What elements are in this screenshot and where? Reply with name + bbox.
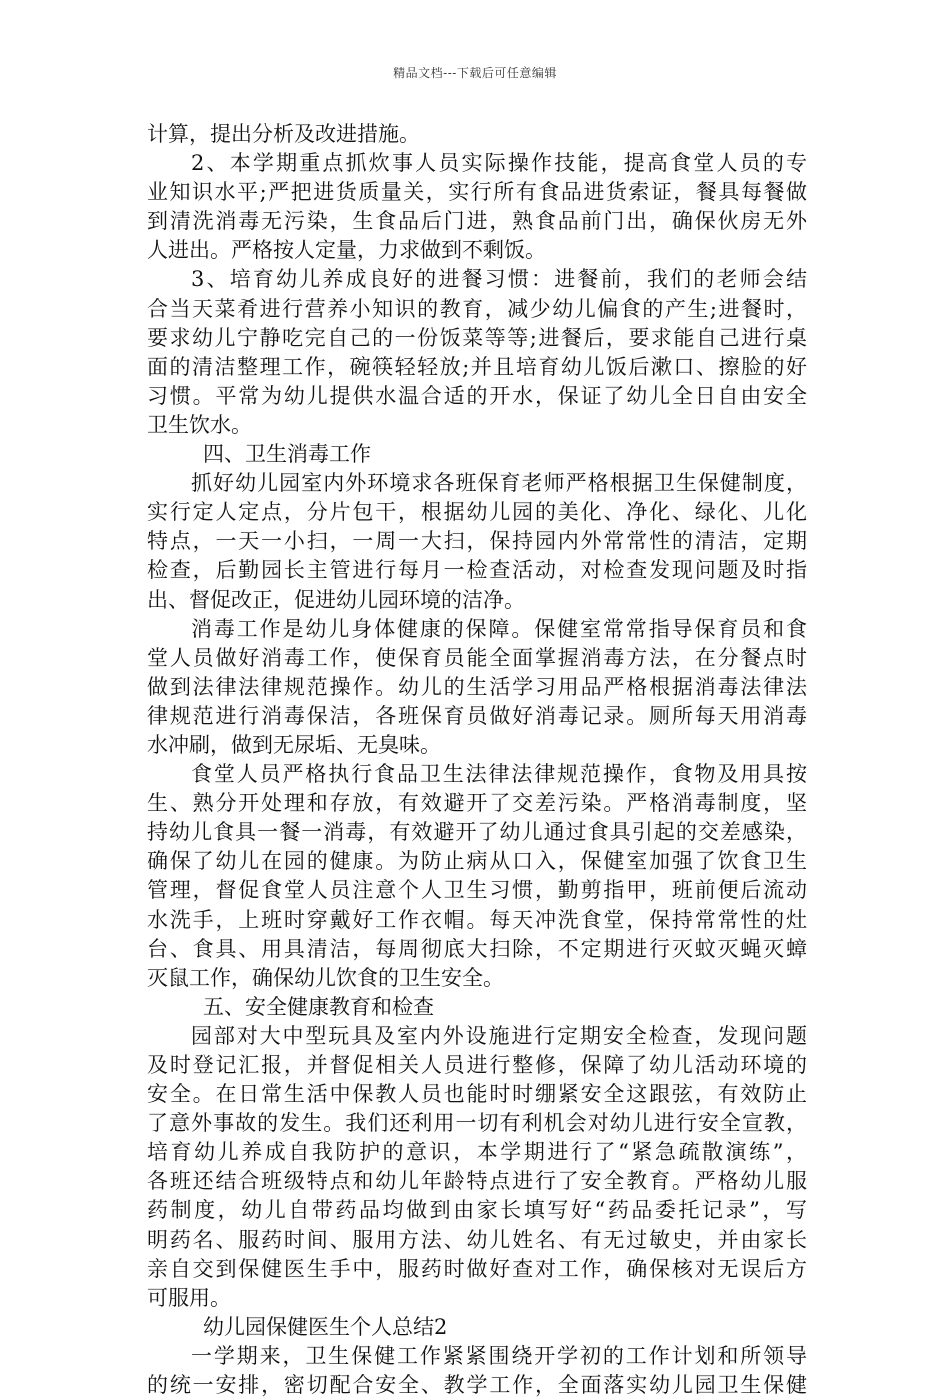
text-line: 持幼儿食具一餐一消毒，有效避开了幼儿通过食具引起的交差感染， xyxy=(147,820,807,845)
text-line: 灭鼠工作，确保幼儿饮食的卫生安全。 xyxy=(147,965,504,990)
text-line: 面的清洁整理工作，碗筷轻轻放;并且培育幼儿饭后漱口、擦脸的好 xyxy=(147,354,807,379)
text-line: 到清洗消毒无污染，生食品后门进，熟食品前门出，确保伙房无外 xyxy=(147,209,807,234)
text-line: 合当天菜肴进行营养小知识的教育，减少幼儿偏食的产生;进餐时， xyxy=(147,296,807,321)
text-line: 水冲刷，做到无尿垢、无臭味。 xyxy=(147,732,441,757)
text-line: 堂人员做好消毒工作，使保育员能全面掌握消毒方法，在分餐点时 xyxy=(147,645,807,670)
section-heading: 幼儿园保健医生个人总结2 xyxy=(203,1314,448,1339)
text-line: 的统一安排，密切配合安全、教学工作，全面落实幼儿园卫生保健 xyxy=(147,1373,807,1398)
text-line: 律规范进行消毒保洁，各班保育员做好消毒记录。厕所每天用消毒 xyxy=(147,703,807,728)
text-line: 生、熟分开处理和存放，有效避开了交差污染。严格消毒制度，坚 xyxy=(147,791,807,816)
text-line: 实行定人定点，分片包干，根据幼儿园的美化、净化、绿化、儿化 xyxy=(147,500,807,525)
document-body xyxy=(147,120,807,1400)
text-line: 一学期来，卫生保健工作紧紧围绕开学初的工作计划和所领导 xyxy=(191,1343,807,1368)
text-line: 要求幼儿宁静吃完自己的一份饭菜等等;进餐后，要求能自己进行桌 xyxy=(147,325,807,350)
text-line: 及时登记汇报，并督促相关人员进行整修，保障了幼儿活动环境的 xyxy=(147,1053,807,1077)
section-heading: 四、卫生消毒工作 xyxy=(203,442,371,467)
text-line: 抓好幼儿园室内外环境求各班保育老师严格根据卫生保健制度， xyxy=(191,471,807,496)
text-line: 药制度，幼儿自带药品均做到由家长填写好“药品委托记录”，写 xyxy=(147,1198,807,1223)
text-line: 出、督促改正，促进幼儿园环境的洁净。 xyxy=(147,587,525,612)
text-line: 做到法律法律规范操作。幼儿的生活学习用品严格根据消毒法律法 xyxy=(147,674,807,699)
text-line: 食堂人员严格执行食品卫生法律法律规范操作，食物及用具按 xyxy=(191,762,807,787)
text-line: 3、培育幼儿养成良好的进餐习惯：进餐前，我们的老师会结 xyxy=(191,267,807,292)
text-line: 计算，提出分析及改进措施。 xyxy=(147,122,420,146)
text-line: 水洗手，上班时穿戴好工作衣帽。每天冲洗食堂，保持常常性的灶 xyxy=(147,907,807,932)
text-line: 消毒工作是幼儿身体健康的保障。保健室常常指导保育员和食 xyxy=(191,616,807,641)
text-line: 2、本学期重点抓炊事人员实际操作技能，提高食堂人员的专 xyxy=(191,151,807,176)
text-line: 卫生饮水。 xyxy=(147,412,252,437)
text-line: 亲自交到保健医生手中，服药时做好查对工作，确保核对无误后方 xyxy=(147,1256,807,1281)
text-line: 台、食具、用具清洁，每周彻底大扫除，不定期进行灭蚊灭蝇灭蟑 xyxy=(147,936,807,961)
text-line: 可服用。 xyxy=(147,1285,231,1310)
text-line: 明药名、服药时间、服用方法、幼儿姓名、有无过敏史，并由家长 xyxy=(147,1227,807,1252)
text-line: 安全。在日常生活中保教人员也能时时绷紧安全这跟弦，有效防止 xyxy=(147,1082,807,1107)
text-line: 园部对大中型玩具及室内外设施进行定期安全检查，发现问题 xyxy=(191,1023,807,1048)
text-line: 特点，一天一小扫，一周一大扫，保持园内外常常性的清洁，定期 xyxy=(147,529,807,554)
text-line: 管理，督促食堂人员注意个人卫生习惯，勤剪指甲，班前便后流动 xyxy=(147,878,807,903)
text-line: 习惯。平常为幼儿提供水温合适的开水，保证了幼儿全日自由安全 xyxy=(147,383,807,408)
text-line: 了意外事故的发生。我们还利用一切有利机会对幼儿进行安全宣教， xyxy=(147,1111,807,1136)
section-heading: 五、安全健康教育和检查 xyxy=(203,994,434,1019)
text-line: 人进出。严格按人定量，力求做到不剩饭。 xyxy=(147,238,546,263)
text-line: 各班还结合班级特点和幼儿年龄特点进行了安全教育。严格幼儿服 xyxy=(147,1169,807,1194)
text-line: 检查，后勤园长主管进行每月一检查活动，对检查发现问题及时指 xyxy=(147,558,807,583)
page-header: 精品文档---下载后可任意编辑 xyxy=(393,66,557,80)
text-line: 培育幼儿养成自我防护的意识，本学期进行了“紧急疏散演练”， xyxy=(147,1140,807,1165)
text-line: 业知识水平;严把进货质量关，实行所有食品进货索证，餐具每餐做 xyxy=(147,180,807,205)
text-line: 确保了幼儿在园的健康。为防止病从口入，保健室加强了饮食卫生 xyxy=(147,849,807,874)
